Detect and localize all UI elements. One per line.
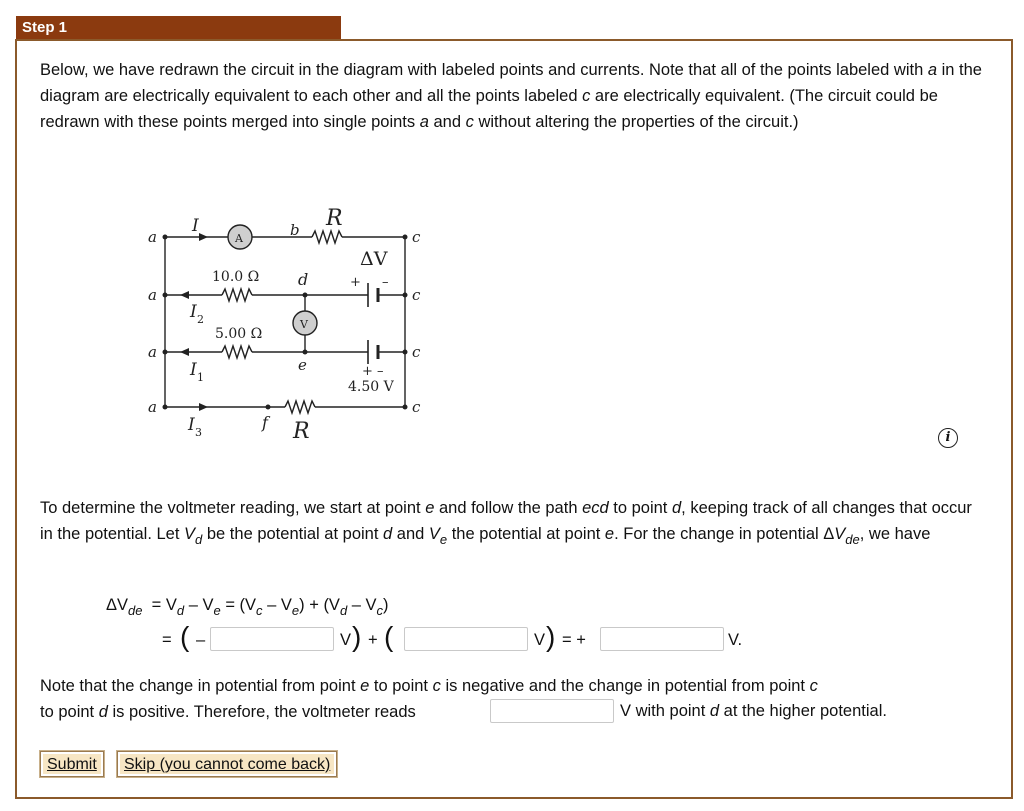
equation-line-1: $\Delta V_{de} = V_d - V_e = (V_c - V_e) + (V_d - V_c)$ [106,596,389,618]
svg-text:I: I [190,302,197,322]
svg-text:+: + [350,275,361,290]
svg-text:5.00 Ω: 5.00 Ω [215,326,263,342]
svg-text:–: – [382,275,389,290]
path-paragraph: To determine the voltmeter reading, we start at point e and follow the path ecd to point d, keeping track of all changes that occur in the potential. Let $V_d$ be the potential at point d and $V_e$ the potential at point e. For the change in potential $\Delta V_{de}$, we have [40,499,972,547]
equation-equals: = [162,631,172,649]
svg-text:V: V [300,318,308,331]
skip-button[interactable]: Skip (you cannot come back) [117,751,337,777]
unit-v-3: V. [728,631,743,649]
svg-text:c: c [412,398,421,416]
ec-potential-input[interactable] [210,627,334,651]
unit-v-2: V [534,631,546,649]
svg-text:I: I [188,415,195,435]
note-tail: V with point d at the higher potential. [620,702,887,720]
svg-text:e: e [298,356,307,374]
svg-text:c: c [412,286,421,304]
svg-text:a: a [148,228,157,246]
svg-text:I: I [190,360,197,380]
step-title: Step 1 [16,16,341,40]
svg-text:b: b [290,221,300,239]
svg-text:+: + [362,364,373,379]
note-paragraph: Note that the change in potential from point e to point c is negative and the change in potential from point c to point d is positive. Therefore, the voltmeter reads [40,677,818,721]
unit-v-1: V [340,631,352,649]
svg-text:A: A [235,232,243,245]
submit-button[interactable]: Submit [40,751,104,777]
svg-text:I: I [192,216,199,236]
svg-text:a: a [148,343,157,361]
svg-text:f: f [262,413,268,432]
svg-text:a: a [148,398,157,416]
intro-paragraph: Below, we have redrawn the circuit in the diagram with labeled points and currents. Note that all of the points labeled with a in the diagram are electrically equivalent to each other and all the points labeled c are electrically equivalent. (The circuit could be redrawn with these points merged into single points a and c without altering the properties of the circuit.) [40,61,982,131]
close-paren: ) [352,621,362,652]
svg-text:c: c [412,343,421,361]
circuit-diagram [140,195,450,450]
voltmeter-reading-input[interactable] [490,699,614,723]
negative-sign: – [196,631,206,649]
svg-text:ΔV: ΔV [360,248,388,270]
svg-text:1: 1 [197,371,204,384]
info-icon[interactable]: i [938,428,958,448]
svg-text:4.50 V: 4.50 V [348,379,394,395]
svg-text:2: 2 [197,313,204,326]
plus-sign: + [368,631,378,649]
open-paren-2: ( [384,621,394,652]
svg-text:–: – [377,364,384,379]
open-paren: ( [180,621,190,652]
svg-text:R: R [326,206,343,231]
svg-text:10.0 Ω: 10.0 Ω [212,269,260,285]
close-paren-2: ) [546,621,556,652]
total-potential-input[interactable] [600,627,724,651]
svg-text:a: a [148,286,157,304]
svg-text:3: 3 [195,426,202,439]
cd-potential-input[interactable] [404,627,528,651]
svg-text:d: d [298,270,309,289]
svg-text:R: R [293,419,310,444]
equals-plus: = + [562,631,586,649]
svg-text:c: c [412,228,421,246]
